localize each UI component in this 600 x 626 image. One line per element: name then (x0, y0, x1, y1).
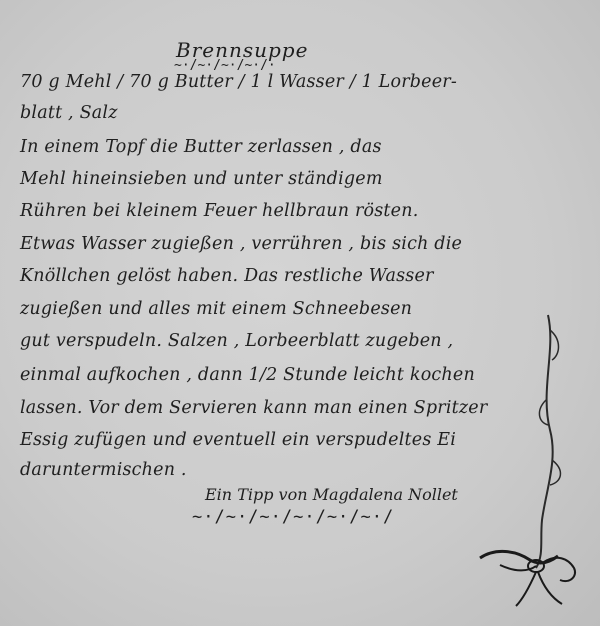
instruction-line: daruntermischen . (20, 460, 187, 480)
instruction-line: lassen. Vor dem Servieren kann man einen Spritzer (20, 398, 488, 418)
signature-squiggle: ~·/~·/~·/~·/~·/~·/ (192, 507, 395, 527)
instruction-line: Mehl hineinsieben und unter ständigem (20, 169, 383, 189)
signature: Ein Tipp von Magdalena Nollet (205, 485, 458, 504)
instruction-line: In einem Topf die Butter zerlassen , das (20, 137, 382, 157)
instruction-line: Etwas Wasser zugießen , verrühren , bis sich die (20, 234, 463, 254)
title-squiggle: ~·/~·/~·/~·/· (174, 58, 276, 73)
recipe-title: Brennsuppe (176, 38, 309, 62)
ribbon-vine-ornament-icon (470, 310, 590, 610)
ingredients-line: 70 g Mehl / 70 g Butter / 1 l Wasser / 1 Lorbeer- (20, 72, 457, 92)
instruction-line: Rühren bei kleinem Feuer hellbraun rösten. (20, 201, 419, 221)
instruction-line: einmal aufkochen , dann 1/2 Stunde leicht kochen (20, 365, 475, 385)
instruction-line: gut verspudeln. Salzen , Lorbeerblatt zugeben , (20, 331, 454, 351)
ingredients-line: blatt , Salz (20, 103, 118, 123)
instruction-line: Essig zufügen und eventuell ein verspudeltes Ei (20, 430, 457, 450)
instruction-line: zugießen und alles mit einem Schneebesen (20, 299, 413, 319)
instruction-line: Knöllchen gelöst haben. Das restliche Wasser (20, 266, 434, 286)
